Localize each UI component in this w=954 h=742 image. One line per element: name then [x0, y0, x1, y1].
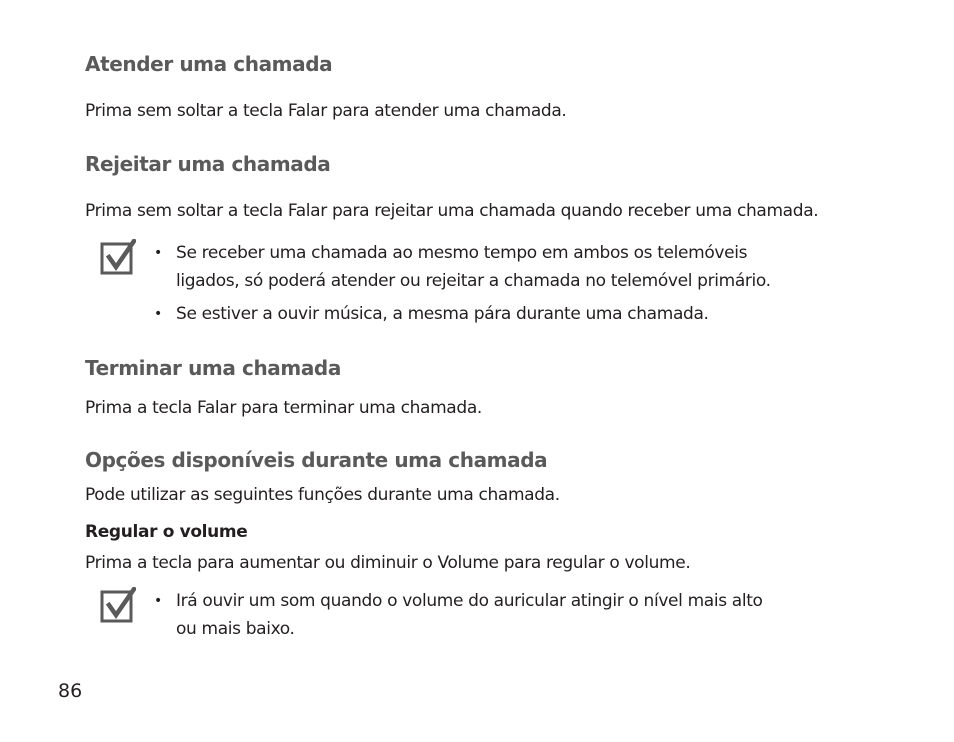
- heading-terminar: Terminar uma chamada: [85, 356, 341, 380]
- body-terminar: Prima a tecla Falar para terminar uma chamada.: [85, 398, 482, 418]
- body-volume: Prima a tecla para aumentar ou diminuir o Volume para regular o volume.: [85, 553, 691, 573]
- body-opcoes: Pode utilizar as seguintes funções durante uma chamada.: [85, 485, 560, 505]
- bullet: •: [154, 245, 162, 261]
- bullet: •: [154, 593, 162, 609]
- heading-opcoes: Opções disponíveis durante uma chamada: [85, 448, 548, 472]
- note-text: Se estiver a ouvir música, a mesma pára durante uma chamada.: [176, 304, 709, 324]
- subheading-volume: Regular o volume: [85, 522, 248, 542]
- note-text: Irá ouvir um som quando o volume do auricular atingir o nível mais alto ou mais baixo.: [176, 591, 763, 639]
- heading-atender: Atender uma chamada: [85, 52, 333, 76]
- note-text: Se receber uma chamada ao mesmo tempo em ambos os telemóveis ligados, só poderá atender ou rejeitar a chamada no telemóvel primário.: [176, 243, 771, 291]
- body-atender: Prima sem soltar a tecla Falar para atender uma chamada.: [85, 101, 567, 121]
- list-item: [154, 239, 874, 295]
- note-list: [154, 239, 874, 333]
- note-list: [154, 587, 874, 648]
- page-number: 86: [58, 680, 83, 702]
- heading-rejeitar: Rejeitar uma chamada: [85, 152, 331, 176]
- checkbox-check-icon: [100, 587, 136, 623]
- list-item: [154, 587, 874, 643]
- list-item: [154, 300, 874, 328]
- body-rejeitar: Prima sem soltar a tecla Falar para rejeitar uma chamada quando receber uma chamada.: [85, 201, 819, 221]
- checkbox-check-icon: [100, 239, 136, 275]
- bullet: •: [154, 306, 162, 322]
